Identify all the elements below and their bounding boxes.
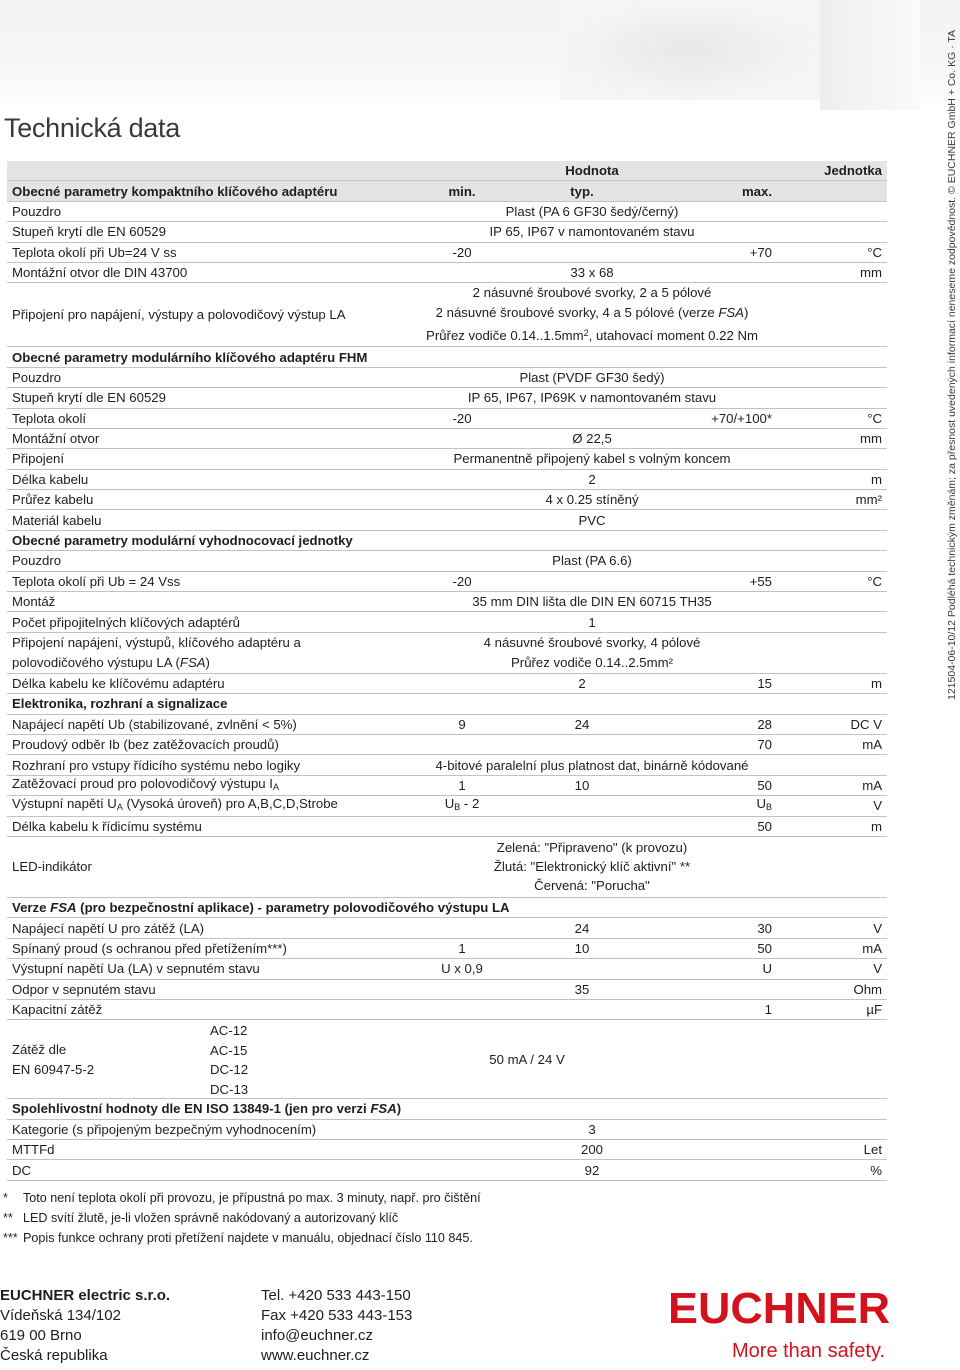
row-unit: V bbox=[777, 796, 887, 816]
row-unit: Ohm bbox=[777, 979, 887, 999]
header-hodnota: Hodnota bbox=[407, 161, 777, 181]
row-value: PVC bbox=[407, 510, 777, 530]
row-value: 2 bbox=[407, 469, 777, 489]
row-label: Zátěž dle EN 60947-5-2 AC-12 AC-15 DC-12 DC-13 bbox=[7, 1020, 407, 1099]
table-row bbox=[7, 388, 887, 408]
row-min: -20 bbox=[407, 408, 517, 428]
section-row bbox=[7, 694, 887, 714]
row-label: Zatěžovací proud pro polovodičový výstupu IA bbox=[7, 775, 407, 795]
section-row bbox=[7, 530, 887, 550]
table-row bbox=[7, 1119, 887, 1139]
table-row bbox=[7, 428, 887, 448]
row-unit: °C bbox=[777, 408, 887, 428]
row-value: 50 mA / 24 V bbox=[407, 1020, 647, 1099]
row-typ: 10 bbox=[517, 938, 647, 958]
header-typ: typ. bbox=[517, 181, 647, 201]
row-min: UB - 2 bbox=[407, 796, 517, 816]
company-city: 619 00 Brno bbox=[0, 1327, 82, 1344]
table-row bbox=[7, 796, 887, 816]
contact-email[interactable]: info@euchner.cz bbox=[261, 1327, 373, 1344]
table-row bbox=[7, 1020, 887, 1099]
table-row bbox=[7, 979, 887, 999]
row-value: Plast (PA 6.6) bbox=[407, 551, 777, 571]
company-name: EUCHNER electric s.r.o. bbox=[0, 1287, 171, 1304]
row-max: +55 bbox=[647, 571, 777, 591]
section-title: Obecné parametry modulární vyhodnocovací jednotky bbox=[7, 530, 887, 550]
table-row bbox=[7, 938, 887, 958]
euchner-logo-text: EUCHNER bbox=[668, 1284, 890, 1328]
table-row bbox=[7, 673, 887, 693]
table-row bbox=[7, 1160, 887, 1180]
row-min: -20 bbox=[407, 242, 517, 262]
row-max: 30 bbox=[647, 918, 777, 938]
row-label: Teplota okolí bbox=[7, 408, 407, 428]
footnotes bbox=[3, 1188, 481, 1248]
row-value: 4 x 0.25 stíněný bbox=[407, 490, 777, 510]
row-label: Počet připojitelných klíčových adaptérů bbox=[7, 612, 407, 632]
row-value: 33 x 68 bbox=[407, 262, 777, 282]
company-address bbox=[0, 1286, 170, 1366]
table-row bbox=[7, 510, 887, 530]
row-max: 15 bbox=[647, 673, 777, 693]
row-value bbox=[407, 283, 777, 347]
row-value-line: 2 násuvné šroubové svorky, 2 a 5 pólové bbox=[472, 285, 712, 301]
row-label: Teplota okolí při Ub = 24 Vss bbox=[7, 571, 407, 591]
table-row bbox=[7, 632, 887, 673]
row-label: Proudový odběr Ib (bez zatěžovacích proudů) bbox=[7, 734, 407, 754]
row-typ: 24 bbox=[517, 918, 647, 938]
row-unit: V bbox=[777, 918, 887, 938]
row-value: 92 bbox=[407, 1160, 777, 1180]
row-unit: mA bbox=[777, 938, 887, 958]
row-value: 3 bbox=[407, 1119, 777, 1139]
footnote: ** LED svítí žlutě, je-li vložen správně nakódovaný a autorizovaný klíč bbox=[3, 1211, 399, 1225]
section-title: Obecné parametry kompaktního klíčového adaptéru bbox=[7, 181, 407, 201]
table-row bbox=[7, 836, 887, 897]
row-label: DC bbox=[7, 1160, 407, 1180]
table-row bbox=[7, 999, 887, 1019]
row-min: 1 bbox=[407, 938, 517, 958]
row-unit: m bbox=[777, 673, 887, 693]
row-value: Permanentně připojený kabel s volným koncem bbox=[407, 449, 777, 469]
header-max: max. bbox=[647, 181, 777, 201]
row-min: 1 bbox=[407, 775, 517, 795]
table-row bbox=[7, 592, 887, 612]
euchner-logo bbox=[668, 1283, 890, 1328]
row-label: Pouzdro bbox=[7, 201, 407, 221]
table-row bbox=[7, 734, 887, 754]
row-label: Výstupní napětí Ua (LA) v sepnutém stavu bbox=[7, 959, 407, 979]
row-unit: mm bbox=[777, 262, 887, 282]
row-min: U x 0,9 bbox=[407, 959, 517, 979]
row-value-line: Průřez vodiče $0.14..1.5mm^2$, utahovací moment 0.22 Nm bbox=[426, 328, 758, 344]
header-row bbox=[7, 161, 887, 181]
row-typ: 2 bbox=[517, 673, 647, 693]
row-max: U bbox=[647, 959, 777, 979]
row-label: Napájecí napětí Ub (stabilizované, zvlnění < 5%) bbox=[7, 714, 407, 734]
header-min: min. bbox=[407, 181, 517, 201]
footnote: * Toto není teplota okolí při provozu, je přípustná po max. 3 minuty, např. pro čištění bbox=[3, 1191, 481, 1205]
row-label: Pouzdro bbox=[7, 367, 407, 387]
spec-table bbox=[7, 161, 887, 1181]
table-row bbox=[7, 714, 887, 734]
row-label: Připojení napájení, výstupů, klíčového adaptéru a polovodičového výstupu LA (FSA) bbox=[7, 632, 407, 673]
brand-tagline: More than safety. bbox=[732, 1340, 886, 1362]
row-unit: µF bbox=[777, 999, 887, 1019]
row-unit: m bbox=[777, 469, 887, 489]
table-row bbox=[7, 242, 887, 262]
side-legal-text: 121504-06-10/12 Podléhá technickým změnám; za přesnost uvedených informací neneseme zodpovědnost. © EUCHNER GmbH + Co. KG · TA bbox=[946, 29, 958, 700]
company-contact bbox=[261, 1286, 412, 1366]
row-unit: % bbox=[777, 1160, 887, 1180]
table-row bbox=[7, 551, 887, 571]
table-row bbox=[7, 367, 887, 387]
row-typ: 35 bbox=[517, 979, 647, 999]
row-unit: °C bbox=[777, 242, 887, 262]
table-row bbox=[7, 283, 887, 347]
row-unit: mm² bbox=[777, 490, 887, 510]
row-label: Materiál kabelu bbox=[7, 510, 407, 530]
row-unit: mA bbox=[777, 734, 887, 754]
row-max: +70/+100* bbox=[647, 408, 777, 428]
header-jednotka: Jednotka bbox=[777, 161, 887, 181]
row-label: Montáž bbox=[7, 592, 407, 612]
table-row bbox=[7, 449, 887, 469]
header-photo-shape bbox=[560, 0, 820, 100]
section-row bbox=[7, 347, 887, 367]
row-label: Délka kabelu bbox=[7, 469, 407, 489]
section-row bbox=[7, 181, 887, 201]
row-label: Připojení bbox=[7, 449, 407, 469]
row-unit: m bbox=[777, 816, 887, 836]
row-label: Pouzdro bbox=[7, 551, 407, 571]
row-unit: Let bbox=[777, 1140, 887, 1160]
row-value: IP 65, IP67, IP69K v namontovaném stavu bbox=[407, 388, 777, 408]
row-max: 50 bbox=[647, 938, 777, 958]
contact-phone: Tel. +420 533 443-150 bbox=[261, 1287, 411, 1304]
table-row bbox=[7, 222, 887, 242]
table-row bbox=[7, 469, 887, 489]
row-max: 50 bbox=[647, 816, 777, 836]
table-row bbox=[7, 201, 887, 221]
row-label: Spínaný proud (s ochranou před přetížením***) bbox=[7, 938, 407, 958]
row-value: 200 bbox=[407, 1140, 777, 1160]
header-photo bbox=[0, 0, 960, 110]
row-label: Stupeň krytí dle EN 60529 bbox=[7, 222, 407, 242]
row-label: Délka kabelu k řídicímu systému bbox=[7, 816, 407, 836]
table-row bbox=[7, 755, 887, 775]
page-title: Technická data bbox=[4, 113, 180, 143]
row-unit: V bbox=[777, 959, 887, 979]
row-label: Délka kabelu ke klíčovému adaptéru bbox=[7, 673, 407, 693]
row-typ: 10 bbox=[517, 775, 647, 795]
table-row bbox=[7, 490, 887, 510]
row-value: IP 65, IP67 v namontovaném stavu bbox=[407, 222, 777, 242]
row-value: 4 násuvné šroubové svorky, 4 pólové Průřez vodiče 0.14..2.5mm² bbox=[407, 632, 777, 673]
section-title: Elektronika, rozhraní a signalizace bbox=[7, 694, 887, 714]
row-label: Odpor v sepnutém stavu bbox=[7, 979, 407, 999]
table-row bbox=[7, 408, 887, 428]
row-label: LED-indikátor bbox=[7, 836, 407, 897]
row-max: 70 bbox=[647, 734, 777, 754]
section-title: Obecné parametry modulárního klíčového adaptéru FHM bbox=[7, 347, 887, 367]
row-value: Plast (PVDF GF30 šedý) bbox=[407, 367, 777, 387]
row-max: 28 bbox=[647, 714, 777, 734]
contact-fax: Fax +420 533 443-153 bbox=[261, 1307, 413, 1324]
row-label: Teplota okolí při Ub=24 V ss bbox=[7, 242, 407, 262]
row-label: Rozhraní pro vstupy řídicího systému nebo logiky bbox=[7, 755, 407, 775]
company-street: Vídeňská 134/102 bbox=[0, 1307, 121, 1324]
row-label: Kapacitní zátěž bbox=[7, 999, 407, 1019]
table-row bbox=[7, 918, 887, 938]
row-label: Připojení pro napájení, výstupy a polovodičový výstup LA bbox=[7, 283, 407, 347]
row-value: Ø 22,5 bbox=[407, 428, 777, 448]
header-photo-shape bbox=[820, 0, 920, 110]
row-label: Montážní otvor bbox=[7, 428, 407, 448]
table-row bbox=[7, 571, 887, 591]
section-title: Spolehlivostní hodnoty dle EN ISO 13849-1 (jen pro verzi FSA) bbox=[7, 1099, 887, 1119]
row-max: +70 bbox=[647, 242, 777, 262]
row-value: 1 bbox=[407, 612, 777, 632]
table-row bbox=[7, 612, 887, 632]
table-row bbox=[7, 775, 887, 795]
row-label: MTTFd bbox=[7, 1140, 407, 1160]
row-min: 9 bbox=[407, 714, 517, 734]
row-max: 50 bbox=[647, 775, 777, 795]
company-country: Česká republika bbox=[0, 1347, 108, 1364]
row-value-line: 2 násuvné šroubové svorky, 4 a 5 pólové (verze FSA) bbox=[435, 305, 749, 321]
section-row bbox=[7, 897, 887, 917]
row-unit: mA bbox=[777, 775, 887, 795]
row-typ: 24 bbox=[517, 714, 647, 734]
table-row bbox=[7, 959, 887, 979]
contact-website[interactable]: www.euchner.cz bbox=[261, 1347, 370, 1364]
row-unit: mm bbox=[777, 428, 887, 448]
section-title: Verze FSA (pro bezpečnostní aplikace) - parametry polovodičového výstupu LA bbox=[7, 897, 887, 917]
section-row bbox=[7, 1099, 887, 1119]
table-row bbox=[7, 1140, 887, 1160]
row-value: Zelená: "Připraveno" (k provozu) Žlutá: "Elektronický klíč aktivní" ** Červená: "Porucha" bbox=[407, 836, 777, 897]
row-max: 1 bbox=[647, 999, 777, 1019]
row-label: Napájecí napětí U pro zátěž (LA) bbox=[7, 918, 407, 938]
row-value: 35 mm DIN lišta dle DIN EN 60715 TH35 bbox=[407, 592, 777, 612]
footnote: *** Popis funkce ochrany proti přetížení najdete v manuálu, objednací číslo 110 845. bbox=[3, 1231, 473, 1245]
row-label: Průřez kabelu bbox=[7, 490, 407, 510]
row-min: -20 bbox=[407, 571, 517, 591]
row-max: UB bbox=[647, 796, 777, 816]
row-label: Stupeň krytí dle EN 60529 bbox=[7, 388, 407, 408]
table-row bbox=[7, 816, 887, 836]
row-unit: DC V bbox=[777, 714, 887, 734]
row-label: Kategorie (s připojeným bezpečným vyhodnocením) bbox=[7, 1119, 407, 1139]
table-row bbox=[7, 262, 887, 282]
row-unit: °C bbox=[777, 571, 887, 591]
row-value: Plast (PA 6 GF30 šedý/černý) bbox=[407, 201, 777, 221]
row-value: 4-bitové paralelní plus platnost dat, binárně kódované bbox=[407, 755, 777, 775]
row-label: Výstupní napětí UA (Vysoká úroveň) pro A,B,C,D,Strobe bbox=[7, 796, 407, 816]
row-label: Montážní otvor dle DIN 43700 bbox=[7, 262, 407, 282]
